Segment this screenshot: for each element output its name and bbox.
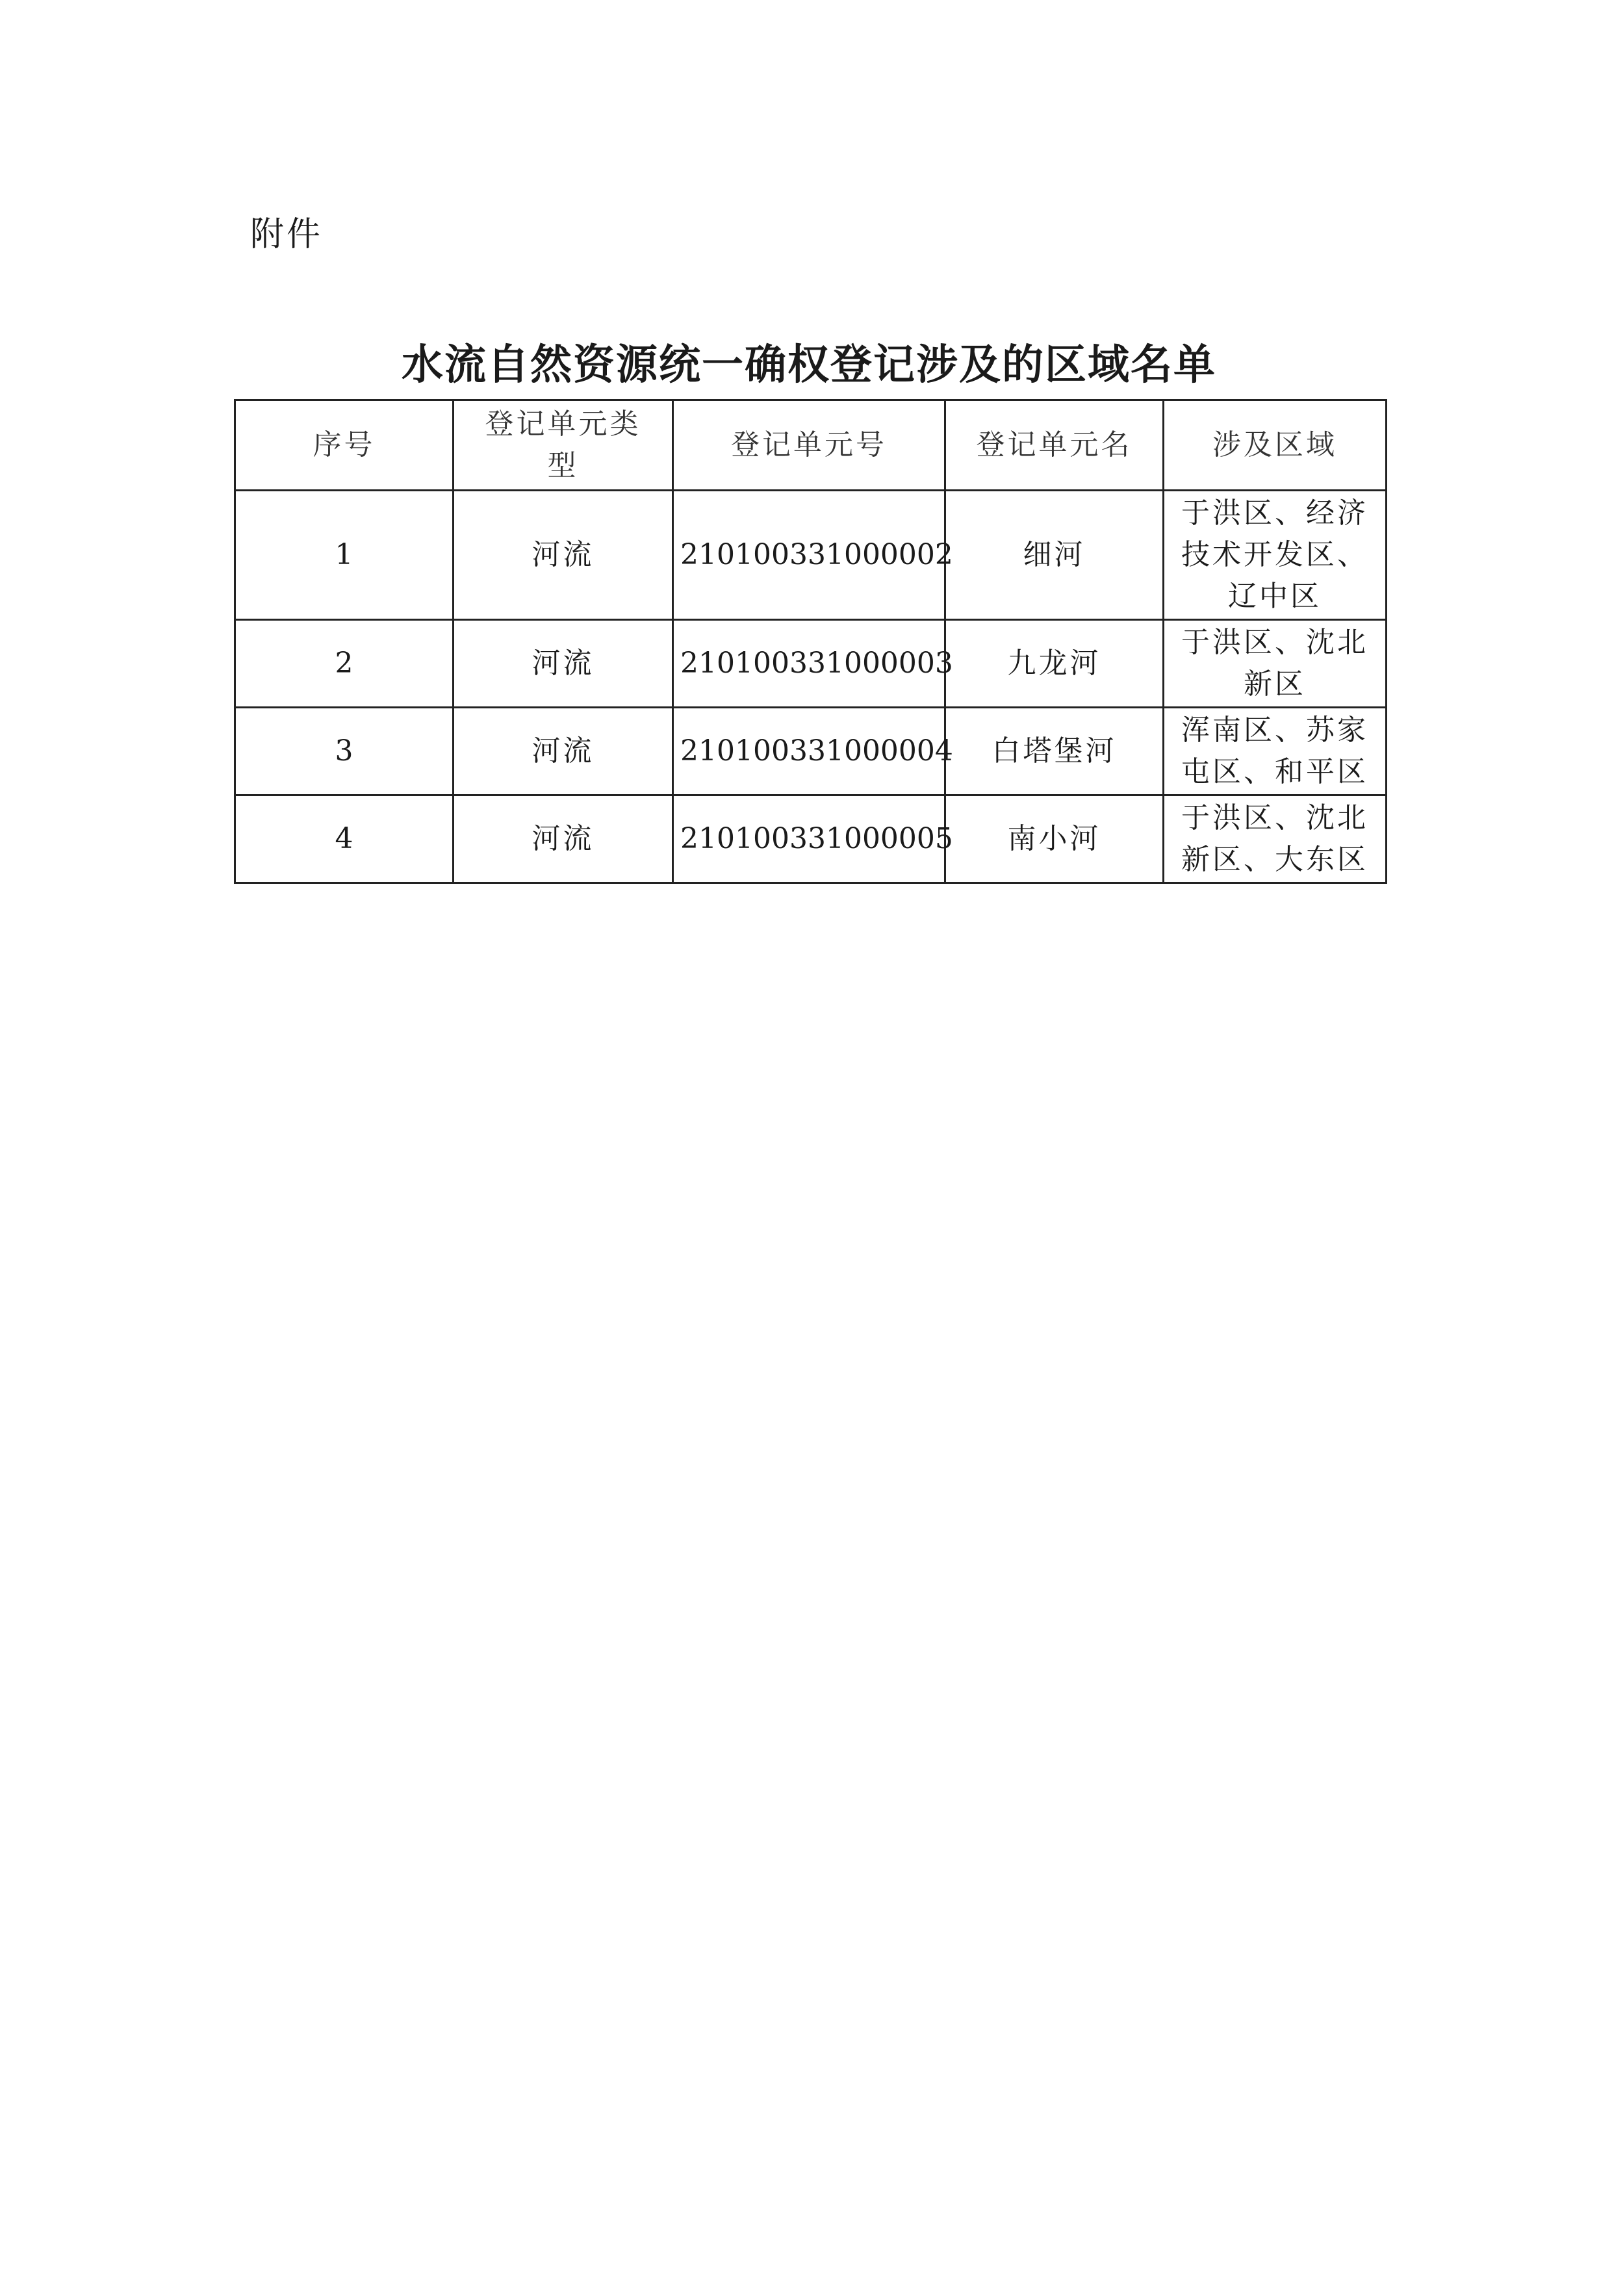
region-table — [234, 399, 1387, 884]
cell-unit-type: 河流 — [454, 491, 673, 620]
table-row — [235, 795, 1387, 883]
attachment-label: 附件 — [250, 215, 324, 254]
column-header-seq: 序号 — [235, 400, 454, 491]
cell-unit-no: 210100331000004 — [673, 708, 945, 795]
cell-seq: 4 — [235, 795, 454, 883]
column-header-regions: 涉及区域 — [1164, 400, 1387, 491]
table-row — [235, 491, 1387, 620]
table-row — [235, 620, 1387, 708]
cell-unit-name: 南小河 — [945, 795, 1164, 883]
cell-unit-no: 210100331000005 — [673, 795, 945, 883]
cell-unit-type: 河流 — [454, 795, 673, 883]
cell-unit-name: 白塔堡河 — [945, 708, 1164, 795]
cell-unit-name: 九龙河 — [945, 620, 1164, 708]
table-row — [235, 708, 1387, 795]
cell-seq: 2 — [235, 620, 454, 708]
cell-regions: 于洪区、沈北新区 — [1164, 620, 1387, 708]
column-header-unit-name: 登记单元名 — [945, 400, 1164, 491]
table-header-row — [235, 400, 1387, 491]
cell-unit-type: 河流 — [454, 708, 673, 795]
cell-unit-no: 210100331000003 — [673, 620, 945, 708]
column-header-unit-no: 登记单元号 — [673, 400, 945, 491]
column-header-unit-type: 登记单元类型 — [454, 400, 673, 491]
cell-unit-type: 河流 — [454, 620, 673, 708]
cell-regions: 于洪区、经济技术开发区、辽中区 — [1164, 491, 1387, 620]
cell-unit-name: 细河 — [945, 491, 1164, 620]
cell-seq: 1 — [235, 491, 454, 620]
document-title: 水流自然资源统一确权登记涉及的区域名单 — [402, 341, 1216, 389]
cell-regions: 浑南区、苏家屯区、和平区 — [1164, 708, 1387, 795]
cell-unit-no: 210100331000002 — [673, 491, 945, 620]
cell-seq: 3 — [235, 708, 454, 795]
cell-regions: 于洪区、沈北新区、大东区 — [1164, 795, 1387, 883]
